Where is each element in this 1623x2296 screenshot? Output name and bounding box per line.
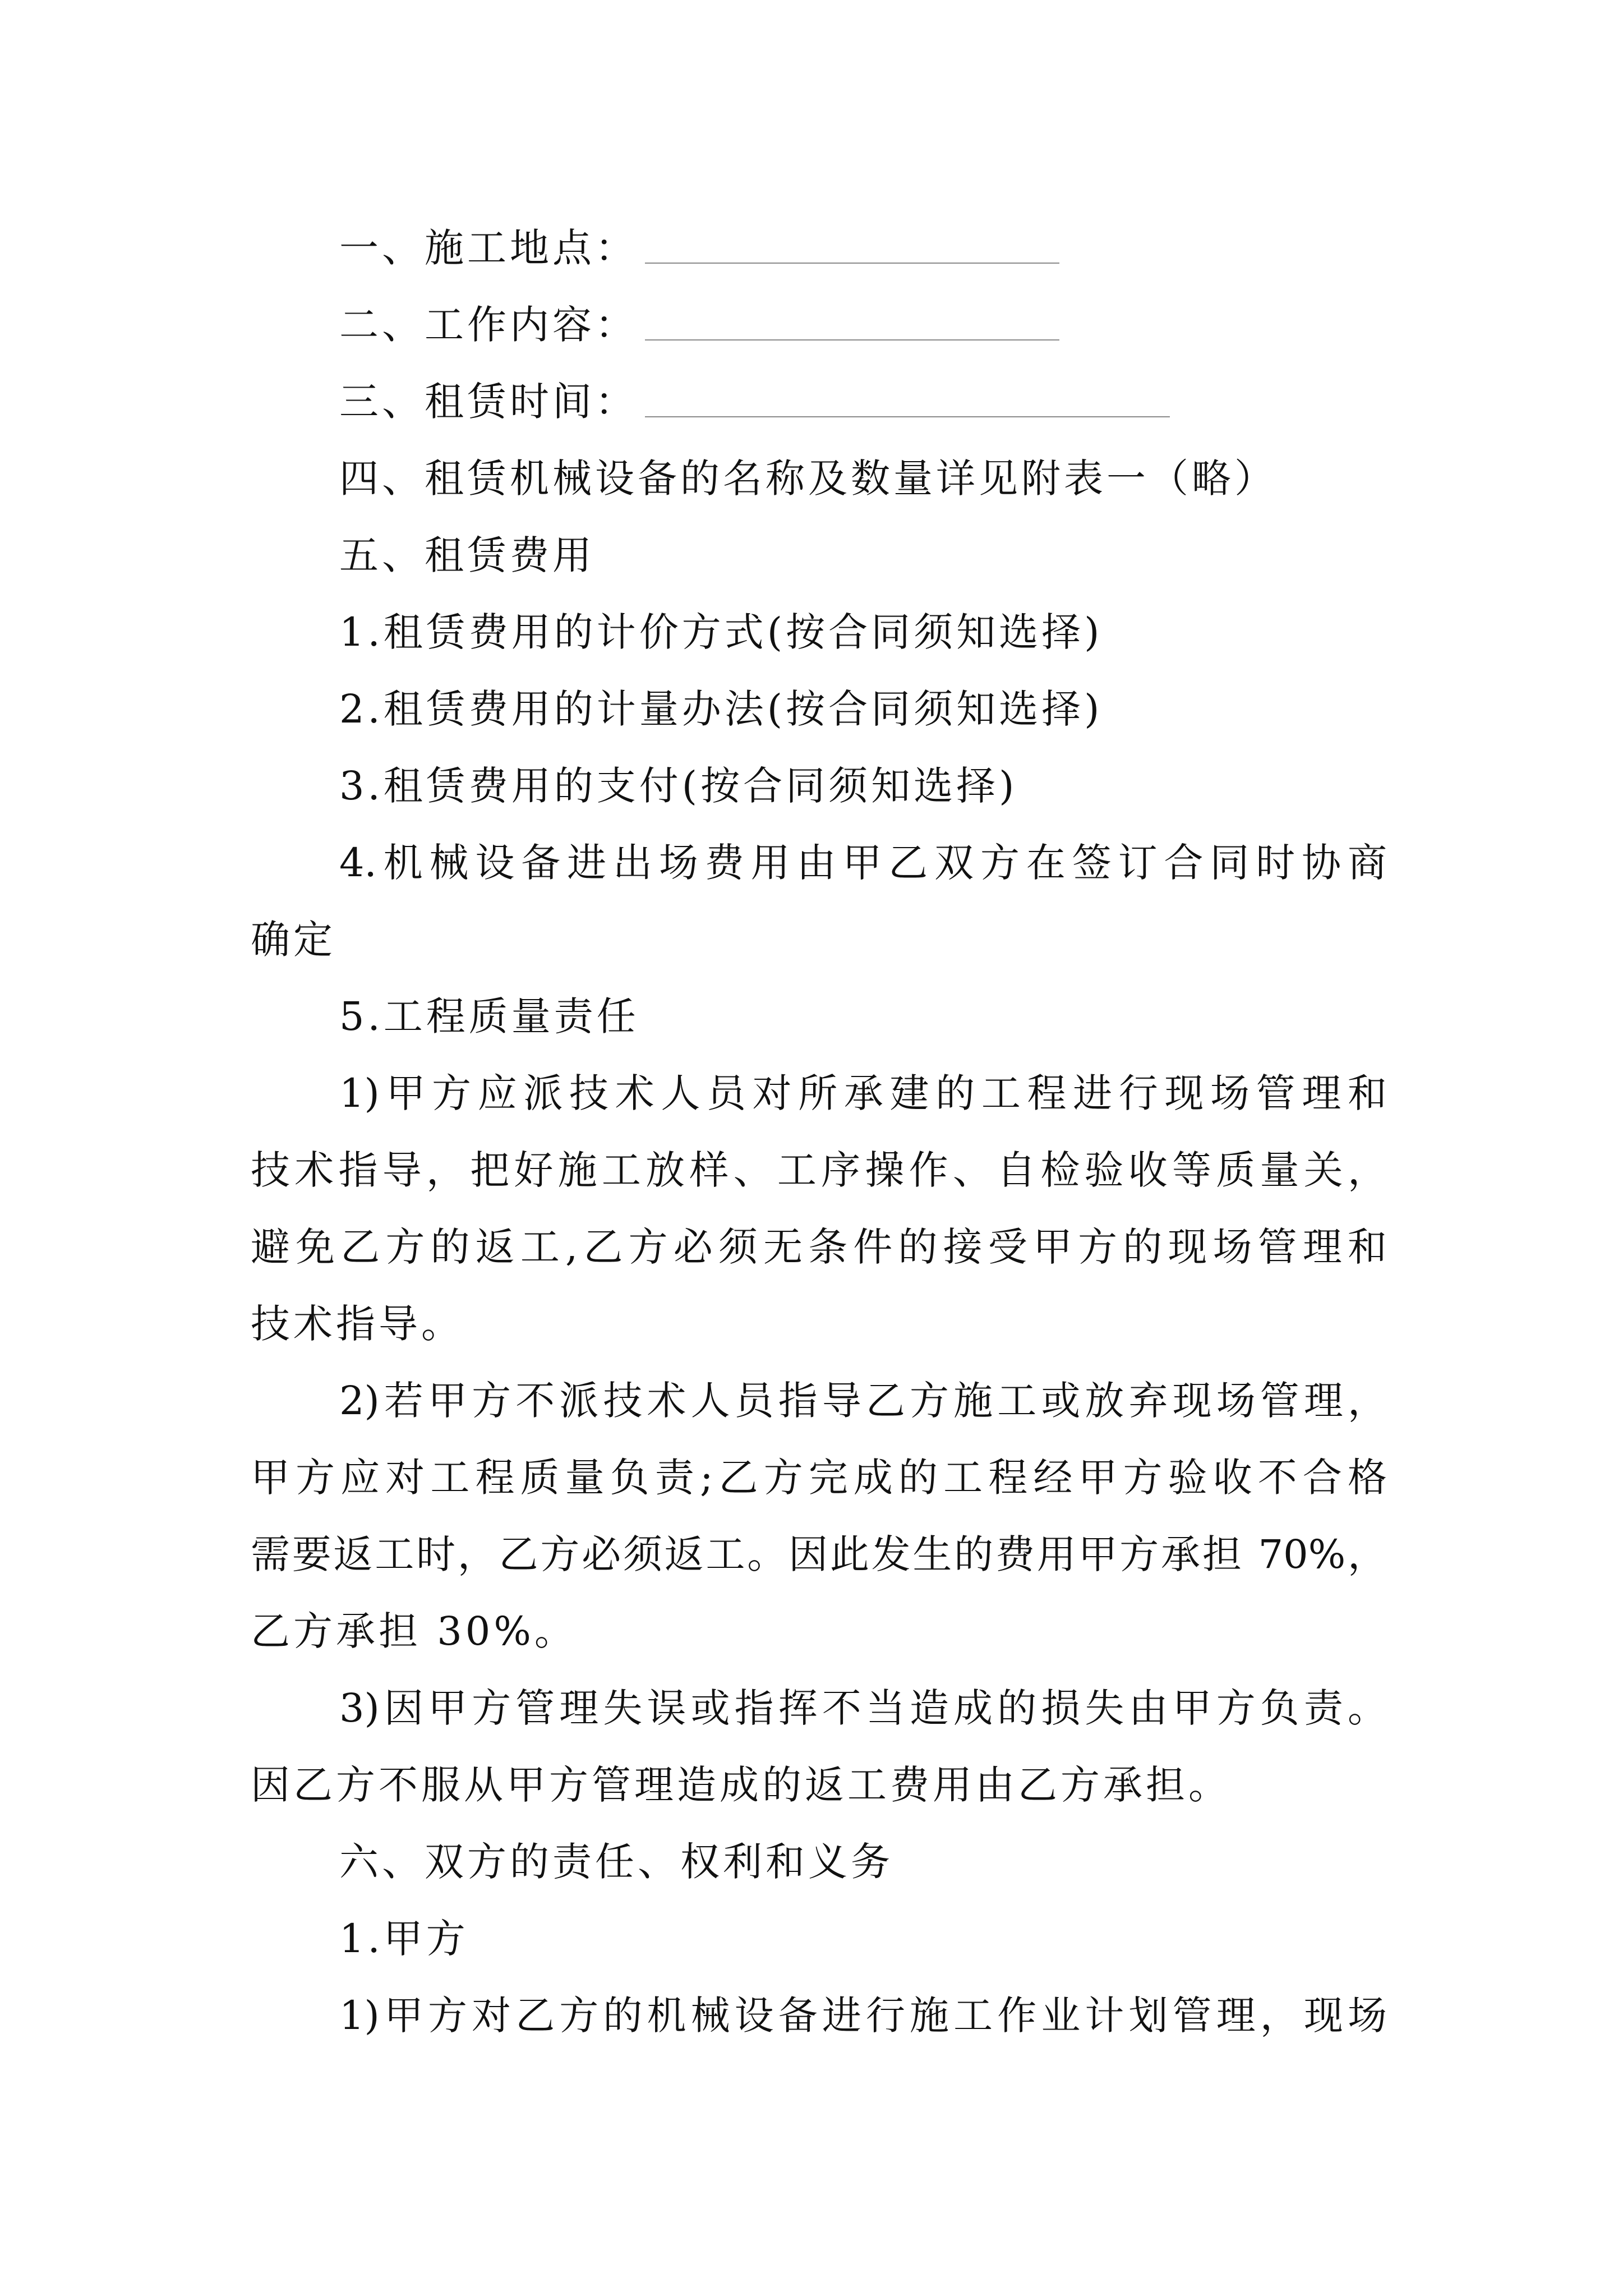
party-a-heading [251,1901,1387,1977]
clause-rights-obligations [251,1824,1387,1901]
construction-site-blank [645,263,1059,264]
paragraph-line: 2.租赁费用的计量办法(按合同须知选择) [339,686,1103,732]
paragraph-line: 4.机械设备进出场费用由甲乙双方在签订合同时协商 [339,840,1387,886]
party-a-item-1 [251,1977,1387,2054]
clause-lease-period [251,364,1387,440]
quality-item-3 [251,1670,1387,1824]
paragraph-line: 3)因甲方管理失误或指挥不当造成的损失由甲方负责。 [339,1685,1387,1731]
clause-work-content [251,287,1387,364]
paragraph-line: 3.租赁费用的支付(按合同须知选择) [339,763,1018,809]
fee-pricing-method [251,594,1387,671]
paragraph-line: 需要返工时，乙方必须返工。因此发生的费用甲方承担 70%， [251,1531,1387,1577]
paragraph-line: 5.工程质量责任 [339,993,639,1039]
paragraph-line: 一、施工地点： [339,225,638,271]
quality-item-1 [251,1055,1387,1363]
fee-payment [251,748,1387,825]
paragraph-line: 确定 [251,917,336,963]
quality-responsibility-heading [251,978,1387,1055]
fee-measurement-method [251,671,1387,748]
clause-equipment-list [251,440,1387,517]
clause-construction-site [251,210,1387,287]
paragraph-line: 1)甲方对乙方的机械设备进行施工作业计划管理，现场 [339,1993,1387,2039]
work-content-blank [645,339,1059,341]
paragraph-line: 乙方承担 30%。 [251,1608,577,1654]
quality-item-2 [251,1363,1387,1670]
paragraph-line: 二、工作内容： [339,302,638,348]
paragraph-line: 四、租赁机械设备的名称及数量详见附表一（略） [339,455,1277,501]
paragraph-line: 1.甲方 [339,1916,469,1962]
lease-period-blank [645,416,1170,417]
contract-page-body [251,210,1387,2054]
section-heading: 六、双方的责任、权利和义务 [339,1839,893,1885]
paragraph-line: 1)甲方应派技术人员对所承建的工程进行现场管理和 [339,1070,1387,1116]
paragraph-line: 甲方应对工程质量负责;乙方完成的工程经甲方验收不合格 [251,1455,1387,1501]
paragraph-line: 1.租赁费用的计价方式(按合同须知选择) [339,609,1103,655]
paragraph-line: 2)若甲方不派技术人员指导乙方施工或放弃现场管理， [339,1378,1387,1424]
paragraph-line: 因乙方不服从甲方管理造成的返工费用由乙方承担。 [251,1762,1231,1808]
paragraph-line: 技术指导。 [251,1301,464,1347]
paragraph-line: 技术指导，把好施工放样、工序操作、自检验收等质量关， [251,1147,1387,1193]
clause-lease-fees [251,517,1387,594]
fee-mobilization [251,825,1387,978]
section-heading: 五、租赁费用 [339,532,595,578]
paragraph-line: 三、租赁时间： [339,379,638,425]
paragraph-line: 避免乙方的返工,乙方必须无条件的接受甲方的现场管理和 [251,1224,1387,1270]
